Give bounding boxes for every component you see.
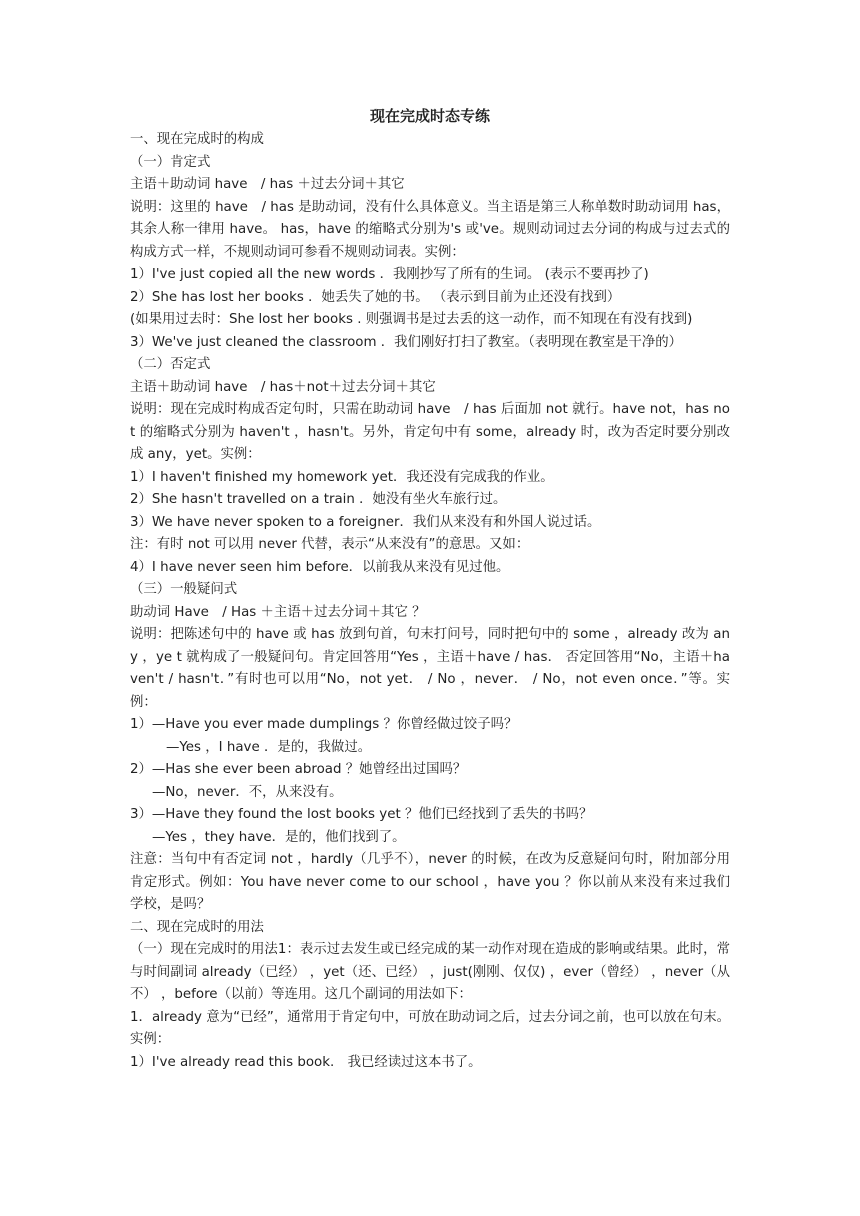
document-title: 现在完成时态专练 [369,107,490,125]
example-line: 1）I've already read this book. 我已经读过这本书了。 [130,1054,482,1070]
document-page [130,103,730,1074]
note-line: 注：有时 not 可以用 never 代替，表示“从来没有”的意思。又如： [130,537,530,552]
example-line: 2）—Has she ever been abroad ？她曾经出过国吗？ [130,762,467,777]
example-line: 3）We've just cleaned the classroom ．我们刚好打扫了教室。（表明现在教室是干净的） [130,334,683,350]
answer-line: —Yes ，I have ．是的，我做过。 [166,739,372,755]
note-paragraph: (如果用过去时：She lost her books . 则强调书是过去丢的这一动作，而不知现在有没有找到) [130,312,693,327]
example-line: 3）We have never spoken to a foreigner．我们从来没有和外国人说过话。 [130,514,601,530]
example-line: 4）I have never seen him before．以前我从来没有见过他。 [130,559,510,575]
subsection-heading: （三）一般疑问式 [130,582,238,597]
explanation-paragraph: 说明：现在完成时构成否定句时，只需在助动词 have / has 后面加 not 就行。have not，has not 的缩略式分别为 haven't ，hasn't。另外，肯定句中有 some，already 时，改为否定时要分别改成 any，yet。实例： [130,402,730,462]
subsection-heading: （一）肯定式 [130,154,211,170]
answer-line: —No，never．不，从来没有。 [152,784,343,800]
example-line: 1）—Have you ever made dumplings ？你曾经做过饺子吗？ [130,717,518,732]
formula-line: 主语＋助动词 have / has ＋过去分词＋其它 [130,177,405,192]
subsection-heading: （二）否定式 [130,357,211,372]
example-line: 1）I've just copied all the new words ．我刚抄写了所有的生词。 (表示不要再抄了) [130,267,649,282]
usage-paragraph: （一）现在完成时的用法1：表示过去发生或已经完成的某一动作对现在造成的影响或结果。此时，常与时间副词 already（已经） ，yet（还、已经） ，just(刚刚、仅仅) ，ever（曾经） ，never（从不） ，before（以前）等连用。这几个副词的用法如下： [130,942,730,1002]
section-heading-1: 一、现在完成时的构成 [130,132,264,147]
example-line: 2）She hasn't travelled on a train ．她没有坐火车旅行过。 [130,492,507,507]
formula-line: 助动词 Have / Has ＋主语＋过去分词＋其它 ？ [130,604,426,620]
example-line: 2）She has lost her books ．她丢失了她的书。 （表示到目前为止还没有找到） [130,289,621,305]
note-paragraph: 注意：当句中有否定词 not ，hardly（几乎不），never 的时候，在改为反意疑问句时，附加部分用肯定形式。例如：You have never come to our school ，have you ？你以前从来没有来过我们学校，是吗？ [130,852,730,912]
example-line: 3）—Have they found the lost books yet ？他们已经找到了丢失的书吗？ [130,807,593,822]
example-line: 1）I haven't finished my homework yet．我还没有完成我的作业。 [130,469,554,485]
usage-item: 1．already 意为“已经”，通常用于肯定句中，可放在助动词之后，过去分词之前，也可以放在句末。实例： [130,1009,730,1047]
formula-line: 主语＋助动词 have / has＋not＋过去分词＋其它 [130,379,436,395]
explanation-paragraph: 说明：这里的 have / has 是助动词，没有什么具体意义。当主语是第三人称单数时助动词用 has，其余人称一律用 have。 has，have 的缩略式分别为's 或've。规则动词过去分词的构成与过去式的构成方式一样，不规则动词可参看不规则动词表。实例： [130,199,730,260]
explanation-paragraph: 说明：把陈述句中的 have 或 has 放到句首，句末打问号，同时把句中的 some ，already 改为 any ，ye t 就构成了一般疑问句。肯定回答用“Yes ，主语＋have / has． 否定回答用“No，主语＋haven't / hasn't．”有时也可以用“No，not yet． / No ，never． / No，not even once．”等。实例： [130,627,730,710]
answer-line: —Yes ，they have．是的，他们找到了。 [152,829,406,845]
section-heading-2: 二、现在完成时的用法 [130,919,264,935]
